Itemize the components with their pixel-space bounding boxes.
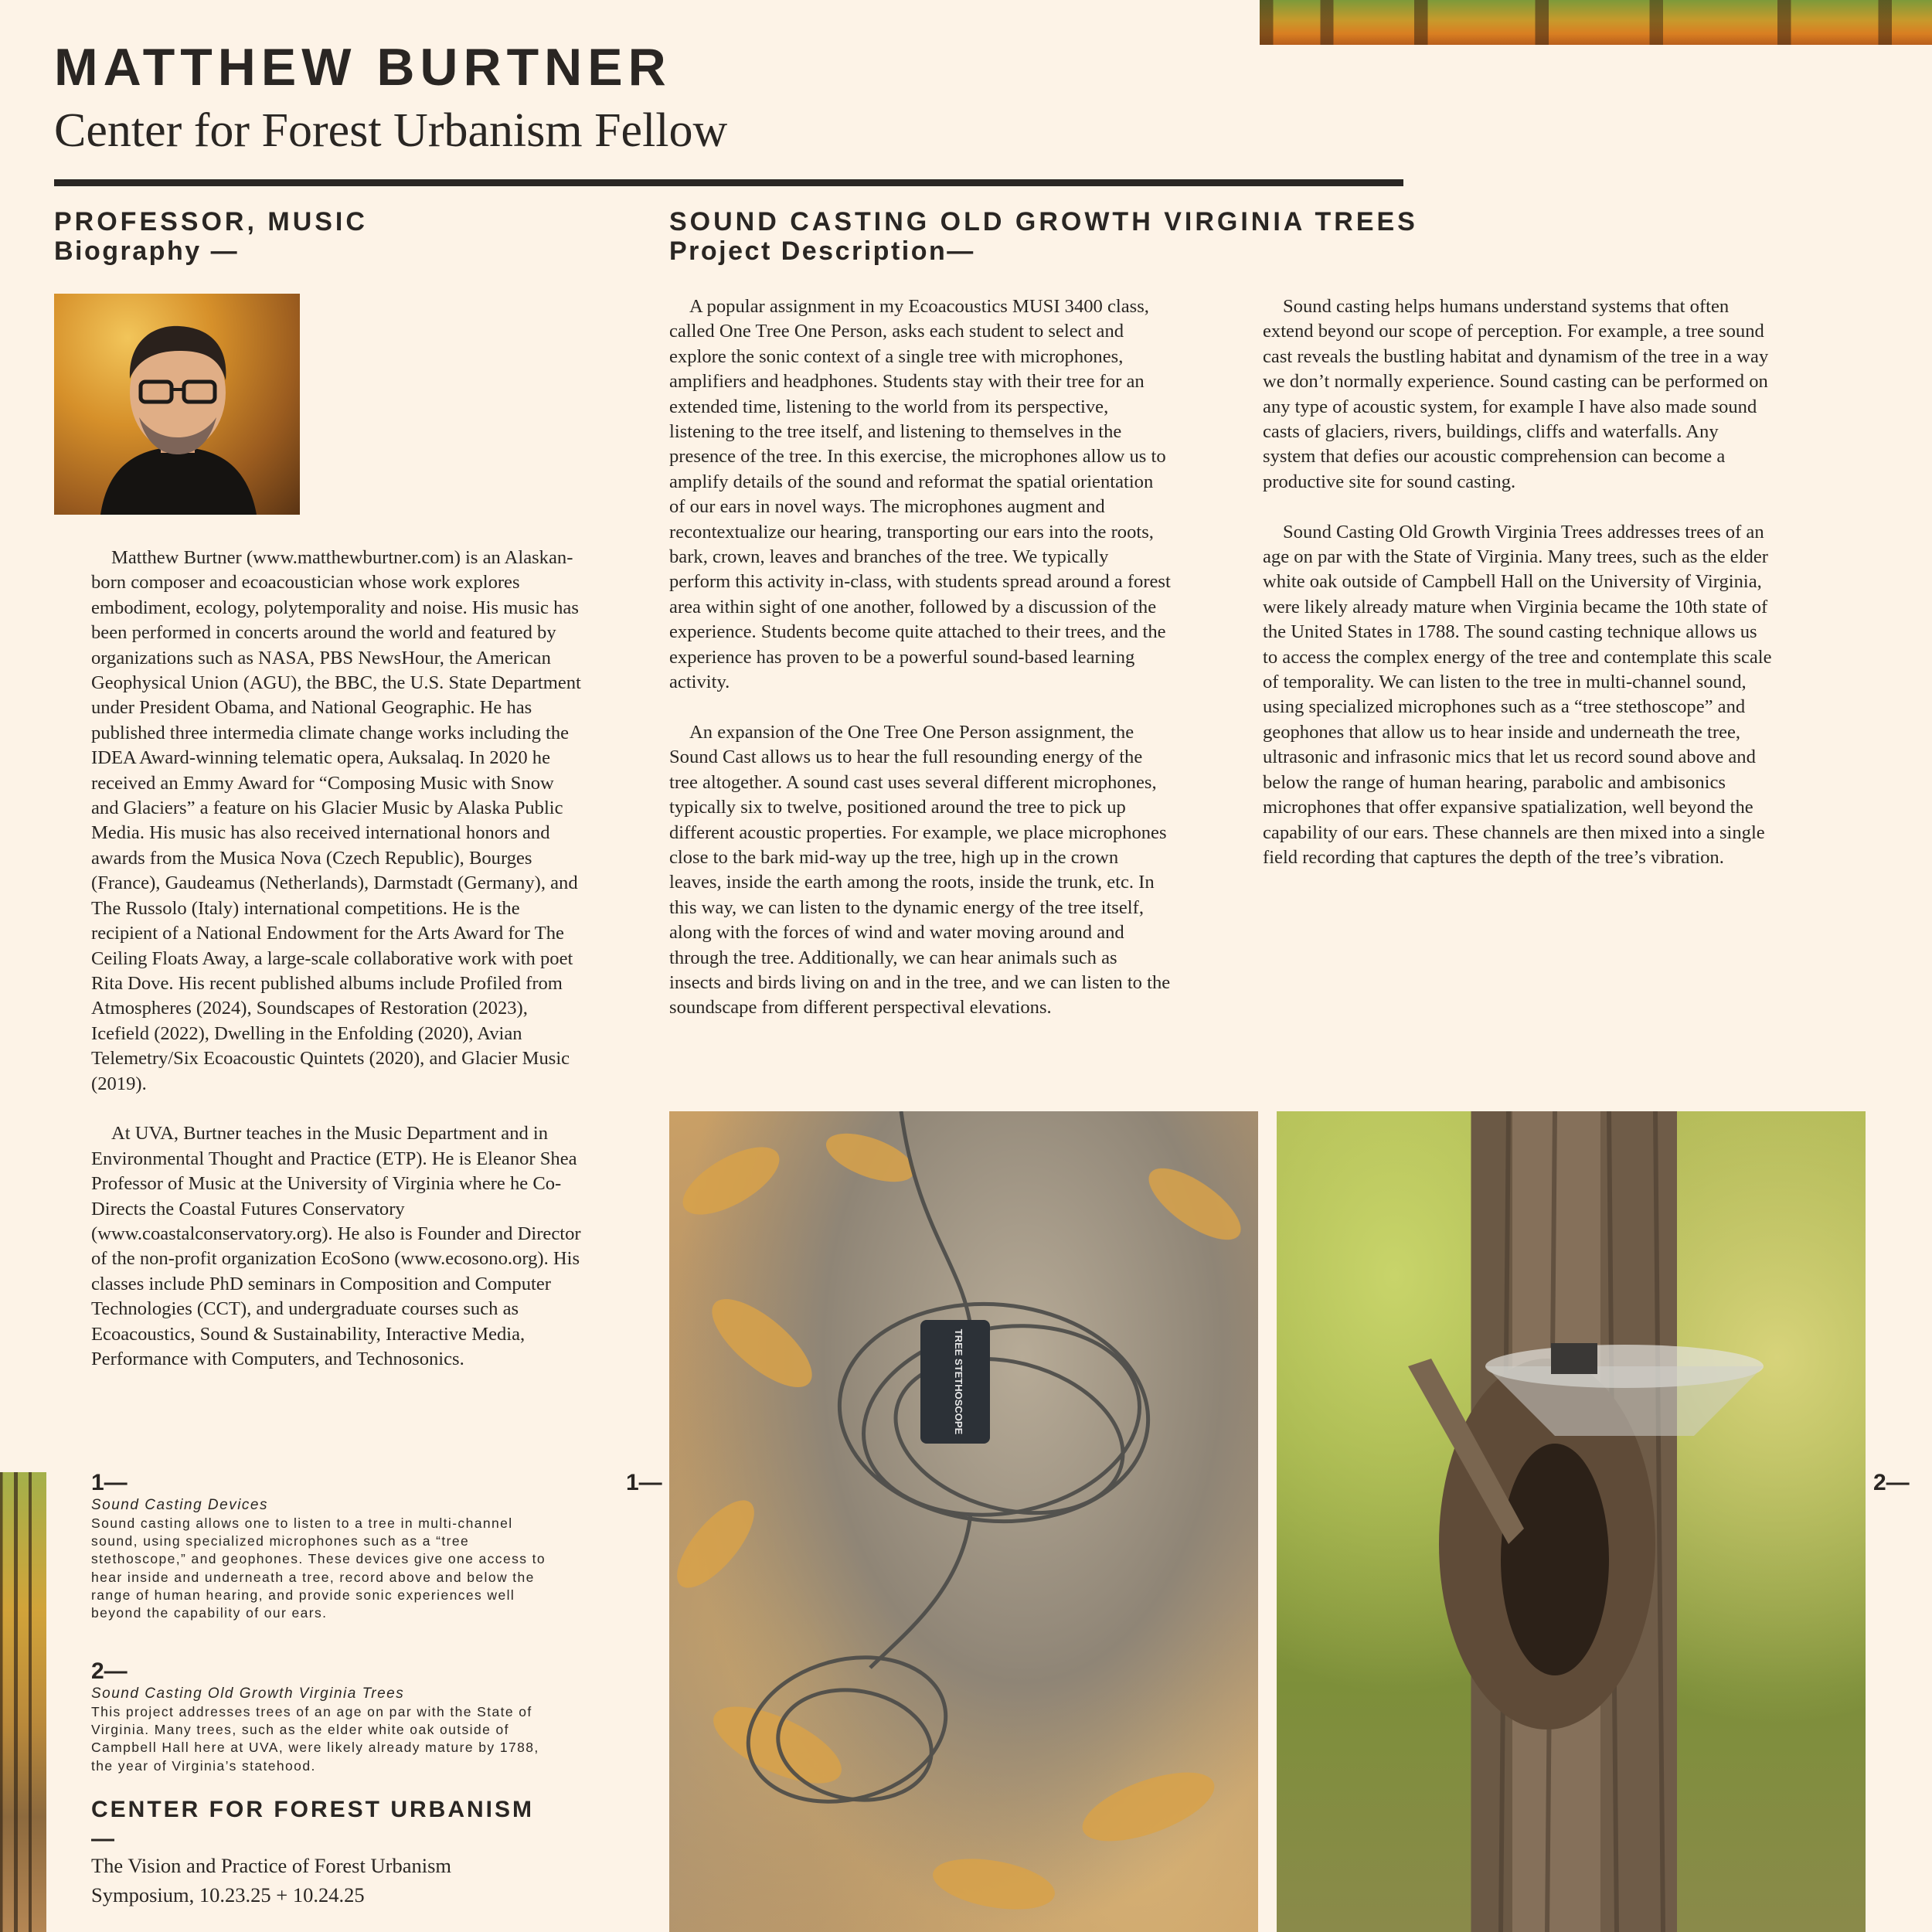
project-paragraph-3: Sound casting helps humans understand systems that often extend beyond our scope of perception. For example, a tree sound cast reveals the bustling habitat and dynamism of the tree in a way we don’t normally experience. Sound casting can be performed on any type of acoustic system, for example I have also made sound casts of glaciers, rivers, buildings, cliffs and waterfalls. Any system that defies our acoustic comprehension can become a productive site for sound casting. bbox=[1263, 296, 1769, 492]
figure-2-label: 2— bbox=[1873, 1470, 1910, 1495]
symposium-info bbox=[91, 1851, 451, 1910]
portrait-illustration bbox=[54, 294, 300, 515]
caption-number: 2— bbox=[91, 1658, 128, 1684]
caption-text: This project addresses trees of an age on par with the State of Virginia. Many trees, such as the elder white oak outside of Campbell Hall here at UVA, were likely already mature by 1788, the year of Virginia’s statehood. bbox=[91, 1704, 539, 1774]
bio-paragraph-2: At UVA, Burtner teaches in the Music Department and in Environmental Thought and Practice (ETP). He is Eleanor Shea Professor of Music at the University of Virginia where he Co-Directs the Coastal Futures Conservatory (www.coastalconservatory.org). He also is Founder and Director of the non-profit organization EcoSono (www.ecosono.org). His classes include PhD seminars in Composition and Computer Technologies (CCT), and undergraduate courses such as Ecoacoustics, Sound & Sustainability, Interactive Media, Performance with Computers, and Technosonics. bbox=[91, 1123, 581, 1369]
center-heading: CENTER FOR FOREST URBANISM bbox=[91, 1797, 534, 1822]
caption-title: Sound Casting Old Growth Virginia Trees bbox=[91, 1685, 405, 1702]
device-label: TREE STETHOSCOPE bbox=[953, 1328, 964, 1435]
forest-photo-bottom-left bbox=[0, 1472, 46, 1932]
project-column-2 bbox=[1263, 294, 1773, 870]
caption-number: 1— bbox=[91, 1470, 128, 1495]
section-subtitle: Project Description— bbox=[669, 236, 975, 266]
section-subtitle: Biography — bbox=[54, 236, 240, 266]
portrait-photo bbox=[54, 294, 300, 515]
center-dash: — bbox=[91, 1826, 117, 1852]
project-paragraph-2: An expansion of the One Tree One Person assignment, the Sound Cast allows us to hear the full resounding energy of the tree altogether. A sound cast uses several different microphones, typically six to twelve, positioned around the tree to pick up different acoustic properties. For example, we place microphones close to the bark mid-way up the tree, high up in the crown leaves, inside the earth among the roots, inside the trunk, etc. In this way, we can listen to the dynamic energy of the tree itself, along with the forces of wind and water moving around and through the tree. Additionally, we can hear animals such as insects and birds living on and in the tree, and we can listen to the soundscape from different perspectival elevations. bbox=[669, 721, 1171, 1019]
caption-title: Sound Casting Devices bbox=[91, 1497, 268, 1513]
center-heading-block bbox=[91, 1795, 534, 1854]
project-column-1 bbox=[669, 294, 1172, 1021]
symposium-line-1: The Vision and Practice of Forest Urbanism bbox=[91, 1854, 451, 1877]
bio-paragraph-1: Matthew Burtner (www.matthewburtner.com) is an Alaskan-born composer and ecoacoustician whose work explores embodiment, ecology, polytemporality and noise. His music has been performed in concerts around the world and featured by organizations such as NASA, PBS NewsHour, the American Geophysical Union (AGU), the BBC, the U.S. State Department under President Obama, and National Geographic. He has published three intermedia climate change works including the IDEA Award-winning telematic opera, Auksalaq. In 2020 he received an Emmy Award for “Composing Music with Snow and Glaciers” a feature on his Glacier Music by Alaska Public Media. His music has also received international honors and awards from the Musica Nova (Czech Republic), Bourges (France), Gaudeamus (Netherlands), Darmstadt (Germany), and The Russolo (Italy) international competitions. He is the recipient of a National Endowment for the Arts Award for The Ceiling Floats Away, a large-scale collaborative work with poet Rita Dove. His recent published albums include Profiled from Atmospheres (2024), Soundscapes of Restoration (2023), Icefield (2022), Dwelling in the Enfolding (2020), Avian Telemetry/Six Ecoacoustic Quintets (2020), and Glacier Music (2019). bbox=[91, 547, 581, 1094]
stethoscope-scene bbox=[669, 1111, 1258, 1932]
section-title: SOUND CASTING OLD GROWTH VIRGINIA TREES bbox=[669, 207, 1418, 236]
figure-2-photo bbox=[1277, 1111, 1866, 1932]
caption-1 bbox=[91, 1470, 555, 1622]
project-heading bbox=[669, 207, 1418, 266]
caption-2 bbox=[91, 1658, 555, 1775]
section-title: PROFESSOR, MUSIC bbox=[54, 207, 368, 236]
caption-text: Sound casting allows one to listen to a tree in multi-channel sound, using specialized microphones such as a “tree stethoscope,” and geophones. These devices give one access to hear inside and underneath a tree, record above and below the range of human hearing, and provide sonic experiences well beyond the capability of our ears. bbox=[91, 1515, 546, 1621]
page-subtitle: Center for Forest Urbanism Fellow bbox=[54, 104, 728, 157]
biography-text bbox=[91, 546, 586, 1372]
biography-heading bbox=[54, 207, 368, 266]
tree-trunk-scene bbox=[1277, 1111, 1866, 1932]
page-title: MATTHEW BURTNER bbox=[54, 38, 672, 97]
figure-1-label: 1— bbox=[626, 1470, 662, 1495]
symposium-line-2: Symposium, 10.23.25 + 10.24.25 bbox=[91, 1883, 365, 1906]
project-paragraph-4: Sound Casting Old Growth Virginia Trees addresses trees of an age on par with the State of Virginia. Many trees, such as the elder white oak outside of Campbell Hall on the University of Virginia, were likely already mature when Virginia became the 10th state of the United States in 1788. The sound casting technique allows us to access the complex energy of the tree and contemplate this scale of temporality. We can listen to the tree in multi-channel sound, using specialized microphones such as a “tree stethoscope” and geophones that allow us to hear inside and underneath the tree, ultrasonic and infrasonic mics that let us record sound above and below the range of human hearing, parabolic and ambisonics microphones that offer expansive spatialization, well beyond the capability of our ears. These channels are then mixed into a single field recording that captures the depth of the tree’s vibration. bbox=[1263, 521, 1772, 868]
header-divider bbox=[54, 179, 1403, 186]
project-paragraph-1: A popular assignment in my Ecoacoustics MUSI 3400 class, called One Tree One Person, asks each student to select and explore the sonic context of a single tree with microphones, amplifiers and headphones. Students stay with their tree for an extended time, listening to the world from its perspective, listening to the tree itself, and listening to themselves in the presence of the tree. In this exercise, the microphones allow us to amplify details of the sound and reformat the spatial orientation of our ears in novel ways. The microphones augment and recontextualize our hearing, transporting our ears into the roots, bark, crown, leaves and branches of the tree. We typically perform this activity in-class, with students spread around a forest area within sight of one another, followed by a discussion of the experience. Students become quite attached to their trees, and the experience has proven to be a powerful sound-based learning activity. bbox=[669, 296, 1171, 693]
figure-1-photo bbox=[669, 1111, 1258, 1932]
forest-photo-top-right bbox=[1260, 0, 1932, 45]
